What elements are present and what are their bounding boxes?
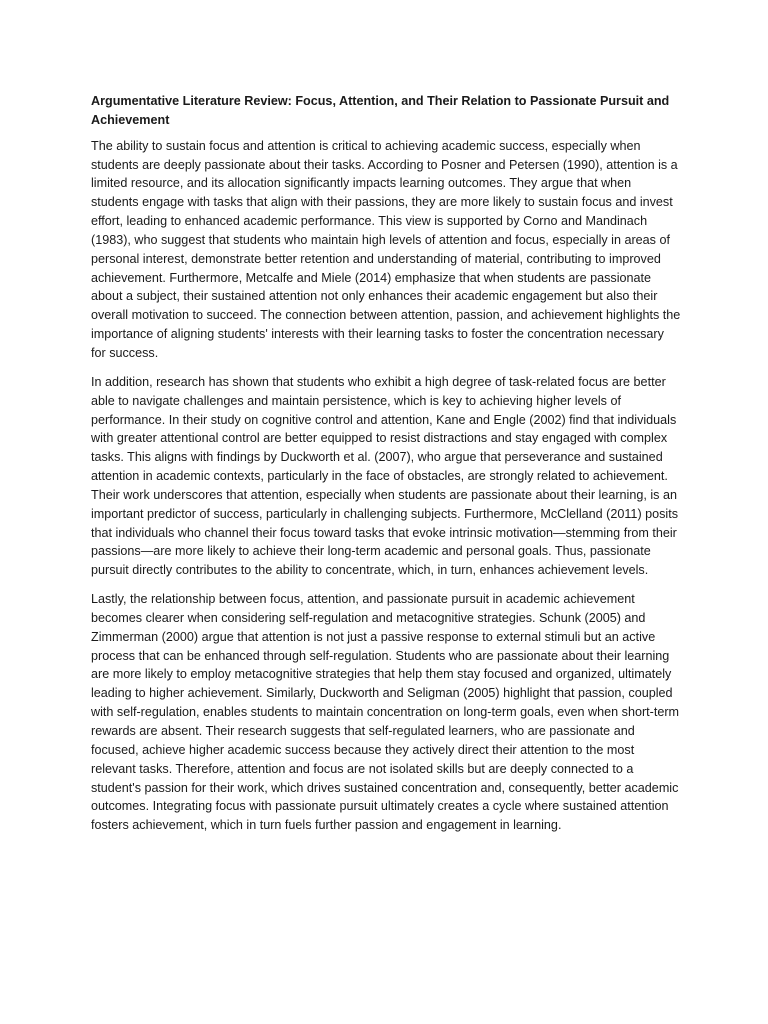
paragraph-3: Lastly, the relationship between focus, attention, and passionate pursuit in academic achievement becomes clearer when considering self-regulation and metacognitive strategies. Schunk (2005) and Zimmerman (2000) argue that attention is not just a passive response to external stimuli but an active process that can be enhanced through self-regulation. Students who are passionate about their learning are more likely to employ metacognitive strategies that help them stay focused and organized, ultimately leading to higher achievement. Similarly, Duckworth and Seligman (2005) highlight that passion, coupled with self-regulation, enables students to maintain concentration on long-term goals, even when short-term rewards are absent. Their research suggests that self-regulated learners, who are passionate and focused, achieve higher academic success because they actively direct their attention to the most relevant tasks. Therefore, attention and focus are not isolated skills but are deeply connected to a student's passion for their work, which drives sustained concentration and, consequently, better academic outcomes. Integrating focus with passionate pursuit ultimately creates a cycle where sustained attention fosters achievement, which in turn fuels further passion and engagement in learning. [91, 592, 680, 833]
paragraph-1: The ability to sustain focus and attention is critical to achieving academic success, especially when students are deeply passionate about their tasks. According to Posner and Petersen (1990), attention is a limited resource, and its allocation significantly impacts learning outcomes. They argue that when students engage with tasks that align with their passions, they are more likely to sustain focus and invest effort, leading to enhanced academic performance. This view is supported by Corno and Mandinach (1983), who suggest that students who maintain high levels of attention and focus, especially in areas of personal interest, demonstrate better retention and understanding of material, contributing to improved achievement. Furthermore, Metcalfe and Miele (2014) emphasize that when students are passionate about a subject, their sustained attention not only enhances their academic engagement but also their overall motivation to succeed. The connection between attention, passion, and achievement highlights the importance of aligning students' interests with their learning tasks to foster the concentration necessary for success. [91, 138, 681, 360]
document-title: Argumentative Literature Review: Focus, Attention, and Their Relation to Passionate Pursuit and Achievement [91, 94, 670, 127]
paragraph-2: In addition, research has shown that students who exhibit a high degree of task-related focus are better able to navigate challenges and maintain persistence, which is key to achieving higher levels of performance. In their study on cognitive control and attention, Kane and Engle (2002) find that individuals with greater attentional control are better equipped to resist distractions and stay engaged with complex tasks. This aligns with findings by Duckworth et al. (2007), who argue that perseverance and sustained attention in academic contexts, particularly in the face of obstacles, are strongly related to achievement. Their work underscores that attention, especially when students are passionate about their learning, is an important predictor of success, particularly in challenging subjects. Furthermore, McClelland (2011) posits that individuals who channel their focus toward tasks that evoke intrinsic motivation—stemming from their passions—are more likely to achieve their long-term academic and personal goals. Thus, passionate pursuit directly contributes to the ability to concentrate, which, in turn, enhances achievement levels. [91, 374, 679, 578]
document-body [91, 92, 681, 845]
